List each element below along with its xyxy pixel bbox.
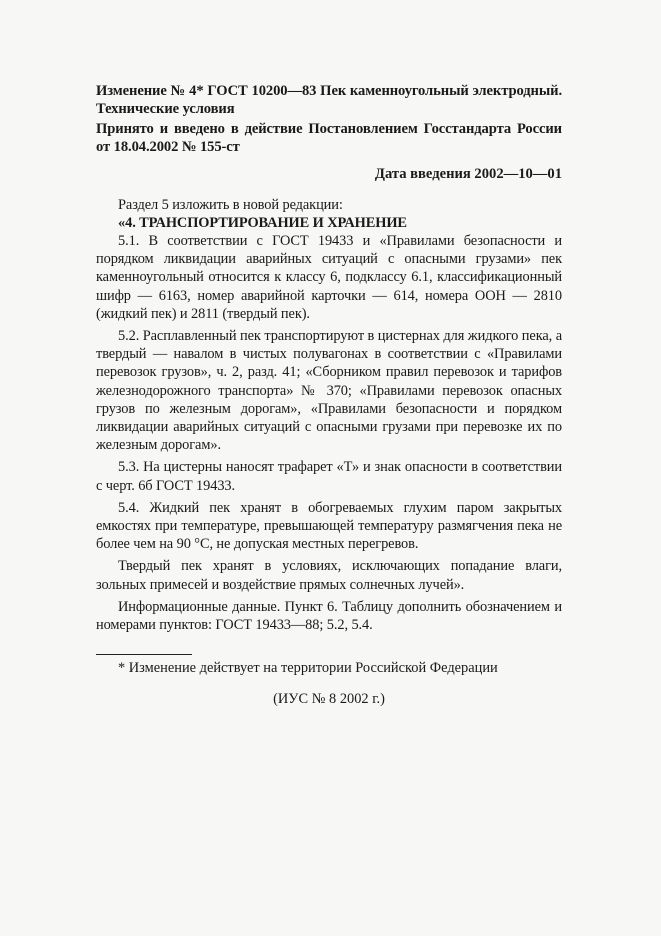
amendment-title: Изменение № 4* ГОСТ 10200—83 Пек каменноугольный электродный. Технические условия: [96, 83, 562, 117]
ius-reference: (ИУС № 8 2002 г.): [273, 691, 385, 708]
paragraph-5-2: 5.2. Расплавленный пек транспортируют в цистернах для жидкого пека, а твердый — навалом в чистых полувагонах в соответствии с «Правилами перевозок грузов», ч. 2, разд. 41; «Сборником правил перевозок и тарифов железнодорожного транспорта» № 370; «Правилами перевозок опасных грузов по железным дорогам», «Правилами безопасности и порядком ликвидации аварийных ситуаций с опасными грузами при перевозке их по железным дорогам».: [96, 327, 562, 454]
footnote-divider: [96, 654, 192, 655]
paragraph-5-3: 5.3. На цистерны наносят трафарет «Т» и знак опасности в соответствии с черт. 6б ГОСТ 19433.: [96, 459, 562, 494]
intro-paragraph: Раздел 5 изложить в новой редакции:: [118, 196, 343, 213]
effective-date: Дата введения 2002—10—01: [374, 166, 562, 182]
section-heading: «4. ТРАНСПОРТИРОВАНИЕ И ХРАНЕНИЕ: [118, 214, 407, 231]
adoption-statement: Принято и введено в действие Постановлением Госстандарта России от 18.04.2002 № 155-ст: [96, 121, 562, 155]
paragraph-solid-pitch: Твердый пек хранят в условиях, исключающих попадание влаги, зольных примесей и воздействие прямых солнечных лучей».: [96, 558, 562, 593]
paragraph-5-4: 5.4. Жидкий пек хранят в обогреваемых глухим паром закрытых емкостях при температуре, превышающей температуру размягчения пека не более чем на 90 °С, не допуская местных перегревов.: [96, 499, 562, 553]
document-page: [96, 83, 562, 708]
document-body: [96, 196, 562, 635]
paragraph-info: Информационные данные. Пункт 6. Таблицу дополнить обозначением и номерами пунктов: ГОСТ 19433—88; 5.2, 5.4.: [96, 598, 562, 633]
paragraph-5-1: 5.1. В соответствии с ГОСТ 19433 и «Правилами безопасности и порядком ликвидации аварийных ситуаций с опасными грузами» пек каменноугольный относится к классу 6, подклассу 6.1, классификационный шифр — 6163, номер аварийной карточки — 614, номера ООН — 2810 (жидкий пек) и 2811 (твердый пек).: [96, 232, 562, 322]
footnote: * Изменение действует на территории Российской Федерации: [118, 660, 498, 677]
